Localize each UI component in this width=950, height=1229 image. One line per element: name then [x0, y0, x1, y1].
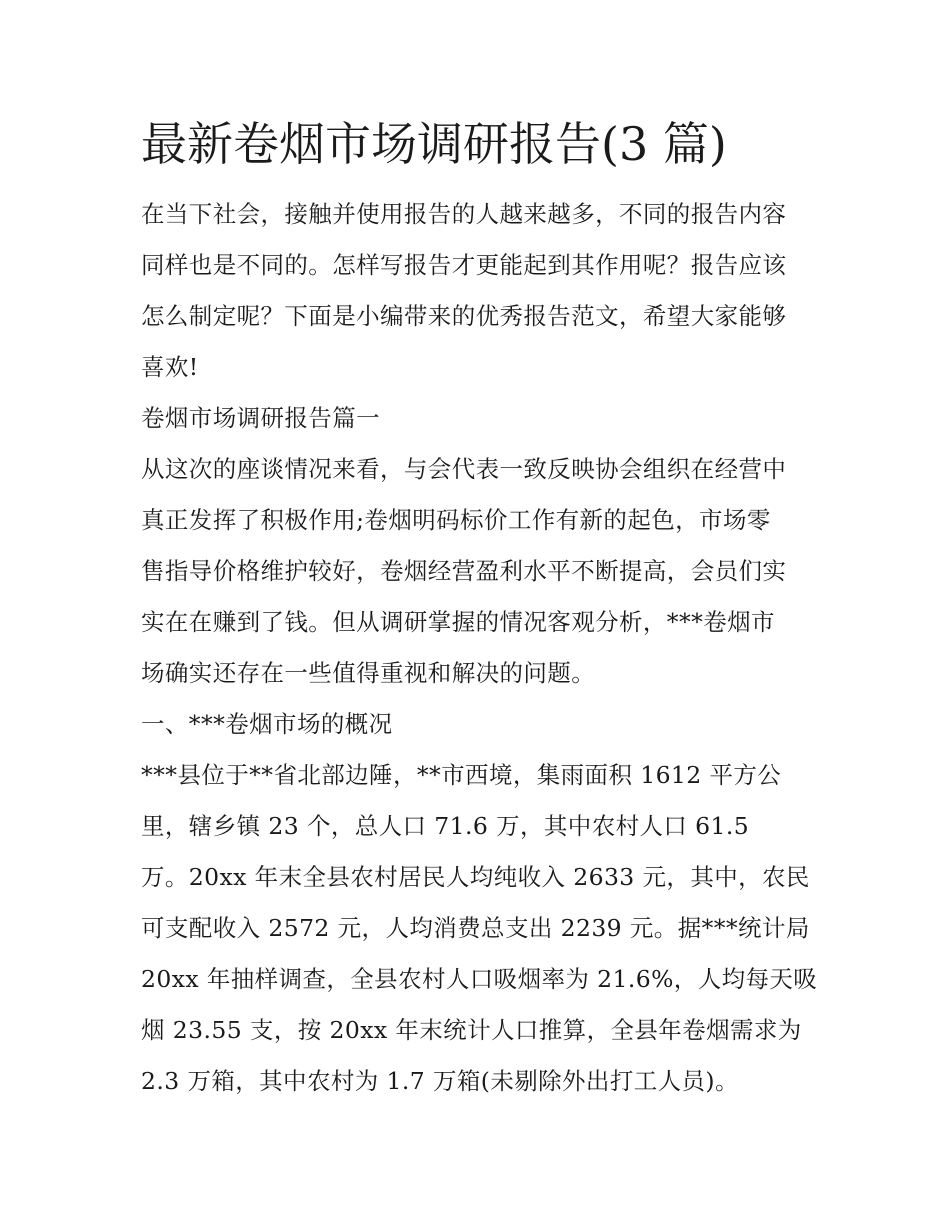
- text-line: 在当下社会，接触并使用报告的人越来越多，不同的报告内容: [141, 200, 787, 228]
- text-line: 2.3 万箱，其中农村为 1.7 万箱(未剔除外出打工人员)。: [141, 1067, 739, 1095]
- text-line: 真正发挥了积极作用;卷烟明码标价工作有新的起色，市场零: [141, 506, 771, 534]
- section-heading: 一、***卷烟市场的概况: [141, 710, 393, 738]
- document-body: [141, 112, 821, 1107]
- section-heading: 卷烟市场调研报告篇一: [141, 404, 380, 432]
- text-line: 万。20xx 年末全县农村居民人均纯收入 2633 元，其中，农民: [141, 863, 810, 891]
- text-line: 售指导价格维护较好，卷烟经营盈利水平不断提高，会员们实: [141, 557, 787, 585]
- text-line: 实在在赚到了钱。但从调研掌握的情况客观分析，***卷烟市: [141, 608, 775, 636]
- text-line: 喜欢!: [141, 353, 199, 381]
- text-line: 同样也是不同的。怎样写报告才更能起到其作用呢？报告应该: [141, 251, 787, 279]
- text-line: 怎么制定呢？下面是小编带来的优秀报告范文，希望大家能够: [141, 302, 787, 330]
- paragraph-lines: [141, 189, 821, 1107]
- text-line: 可支配收入 2572 元，人均消费总支出 2239 元。据***统计局: [141, 914, 810, 942]
- text-line: ***县位于**省北部边陲，**市西境，集雨面积 1612 平方公: [141, 761, 782, 789]
- document-title: 最新卷烟市场调研报告(3 篇): [141, 117, 727, 171]
- text-line: 里，辖乡镇 23 个，总人口 71.6 万，其中农村人口 61.5: [141, 812, 750, 840]
- text-line: 20xx 年抽样调查，全县农村人口吸烟率为 21.6%，人均每天吸: [141, 965, 818, 993]
- text-line: 场确实还存在一些值得重视和解决的问题。: [141, 659, 596, 687]
- text-line: 从这次的座谈情况来看，与会代表一致反映协会组织在经营中: [141, 455, 787, 483]
- text-line: 烟 23.55 支，按 20xx 年末统计人口推算，全县年卷烟需求为: [141, 1016, 802, 1044]
